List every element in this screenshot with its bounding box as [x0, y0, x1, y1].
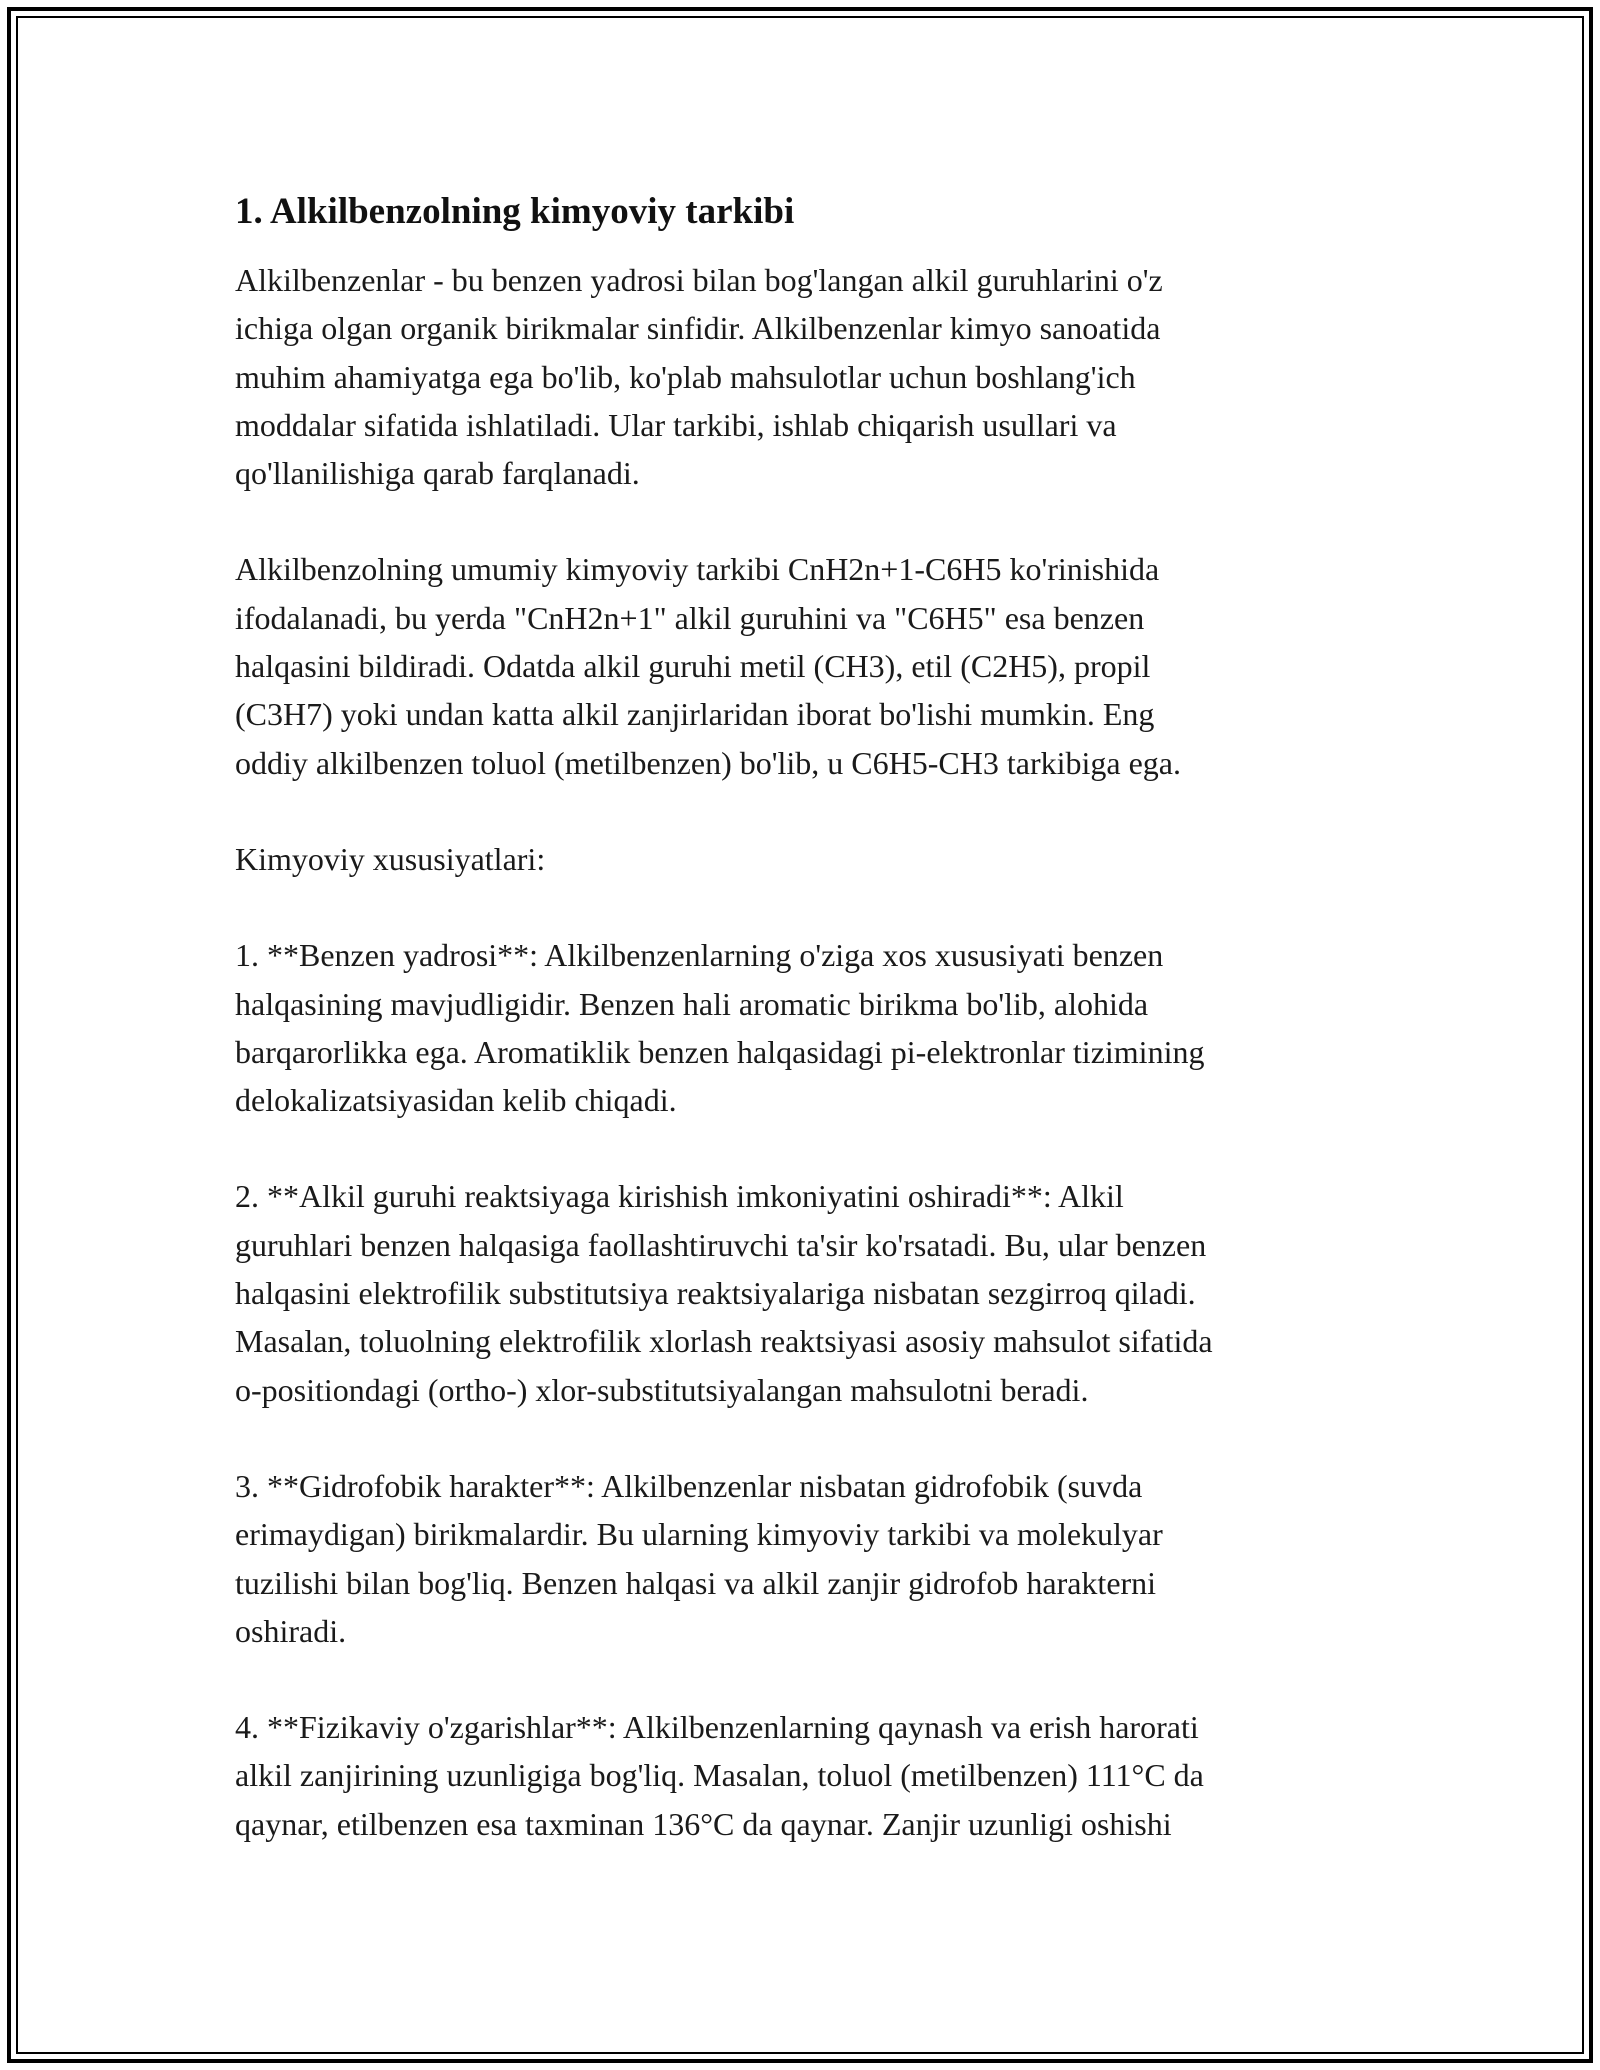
- list-item-benzene-core: 1. **Benzen yadrosi**: Alkilbenzenlarning o'ziga xos xususiyati benzen halqasining mavjudligidir. Benzen hali aromatic birikma bo'lib, alohida barqarorlikka ega. Aromatiklik benzen halqasidagi pi-elektronlar tizimining delokalizatsiyasidan kelib chiqadi.: [235, 937, 1205, 1119]
- paragraph-intro: Alkilbenzenlar - bu benzen yadrosi bilan bog'langan alkil guruhlarini o'z ichiga olgan organik birikmalar sinfidir. Alkilbenzenlar kimyo sanoatida muhim ahamiyatga ega bo'lib, ko'plab mahsulotlar uchun boshlang'ich moddalar sifatida ishlatiladi. Ular tarkibi, ishlab chiqarish usullari va qo'llanilishiga qarab farqlanadi.: [235, 262, 1163, 492]
- section-title: 1. Alkilbenzolning kimyoviy tarkibi: [235, 191, 795, 232]
- paragraph-properties-heading: Kimyoviy xususiyatlari:: [235, 840, 546, 877]
- document-body: [235, 186, 1395, 1896]
- paragraph-general-formula: Alkilbenzolning umumiy kimyoviy tarkibi CnH2n+1-C6H5 ko'rinishida ifodalanadi, bu yerda "CnH2n+1" alkil guruhini va "C6H5" esa benzen halqasini bildiradi. Odatda alkil guruhi metil (CH3), etil (C2H5), propil (C3H7) yoki undan katta alkil zanjirlaridan iborat bo'lishi mumkin. Eng oddiy alkilbenzen toluol (metilbenzen) bo'lib, u C6H5-CH3 tarkibiga ega.: [235, 551, 1181, 781]
- list-item-physical-changes: 4. **Fizikaviy o'zgarishlar**: Alkilbenzenlarning qaynash va erish harorati alkil zanjirining uzunligiga bog'liq. Masalan, toluol (metilbenzen) 111°C da qaynar, etilbenzen esa taxminan 136°C da qaynar. Zanjir uzunligi oshishi: [235, 1709, 1204, 1842]
- list-item-alkyl-reactivity: 2. **Alkil guruhi reaktsiyaga kirishish imkoniyatini oshiradi**: Alkil guruhlari benzen halqasiga faollashtiruvchi ta'sir ko'rsatadi. Bu, ular benzen halqasini elektrofilik substitutsiya reaktsiyalariga nisbatan sezgirroq qiladi. Masalan, toluolning elektrofilik xlorlash reaktsiyasi asosiy mahsulot sifatida o-positiondagi (ortho-) xlor-substitutsiyalangan mahsulotni beradi.: [235, 1178, 1213, 1408]
- list-item-hydrophobic: 3. **Gidrofobik harakter**: Alkilbenzenlar nisbatan gidrofobik (suvda erimaydigan) birikmalardir. Bu ularning kimyoviy tarkibi va molekulyar tuzilishi bilan bog'liq. Benzen halqasi va alkil zanjir gidrofob harakterni oshiradi.: [235, 1467, 1163, 1649]
